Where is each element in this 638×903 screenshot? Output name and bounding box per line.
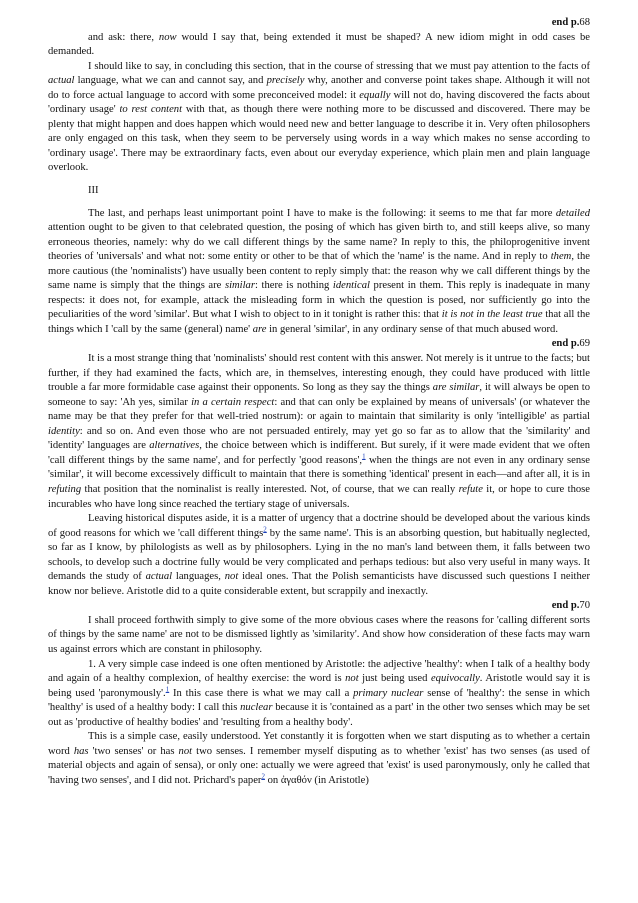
footnote-ref[interactable]: 1 (362, 452, 366, 461)
page-marker: end p.68 (551, 17, 590, 28)
document-page (48, 16, 590, 788)
page-marker: end p.69 (551, 338, 590, 350)
section-heading: III (88, 185, 99, 197)
paragraph: I should like to say, in concluding this section, that in the course of stressing that we must pay attention to the facts of actual language, what we can and cannot say, and precisely why, another and converse point takes shape. Although it will not do to force actual language to accord with some preconceived model: it equally will not do, having discovered the facts about 'ordinary usage' to rest content with that, as though there were nothing more to be discussed and discovered. There may be plenty that might happen and does happen which would need new and better language to describe it in. Very often philosophers are only engaged on this task, when they seem to be perversely using words in a way which makes no sense according to 'ordinary usage'. There may be extraordinary facts, even about our everyday experience, which plain men and plain language overlook. (48, 60, 591, 174)
paragraph: The last, and perhaps least unimportant point I have to make is the following: it seems to me that far more detailed attention ought to be given to that celebrated question, the posing of which has given birth to, and still keeps alive, so many erroneous theories, namely: why do we call different things by the same name? In reply to this, the philoprogenitive invent theories of 'universals' and what not: some entity or other to be that of which the 'name' is the name. And in reply to them, the more cautious (the 'nominalists') have usually been content to reply simply that: the reason why we call different things by the same name is simply that the things are similar: there is nothing identical present in them. This reply is inadequate in many respects: it does not, for example, attack the misleading form in which the question is posed, nor sufficiently go into the peculiarities of the word 'similar'. But what I wish to object to in it tonight is rather this: that it is not in the least true that all the things which I 'call by the same (general) name' are in general 'similar', in any ordinary sense of that much abused word. (48, 207, 590, 335)
paragraph: 1. A very simple case indeed is one often mentioned by Aristotle: the adjective 'healthy': when I talk of a healthy body and again of a healthy complexion, of healthy exercise: the word is not just being used equivocally. Aristotle would say it is being used 'paronymously'.$^1$ In this case there is what we may call a primary nuclear sense of 'healthy': the sense in which 'healthy' is used of a healthy body: I call this nuclear because it is 'contained as a part' in the other two senses which may be set out as 'productive of healthy bodies' and 'resulting from a healthy body'. (48, 658, 591, 728)
footnote-ref[interactable]: 2 (261, 772, 265, 781)
footnote-ref[interactable]: 2 (263, 525, 267, 534)
paragraph: Leaving historical disputes aside, it is a matter of urgency that a doctrine should be developed about the various kinds of good reasons for which we 'call different things$^2$ by the same name'. This is an absorbing question, but habitually neglected, so far as I know, by philologists as well as by philosophers. Lying in the no man's land between them, it falls between two schools, to develop such a doctrine fully would be very complicated and perhaps tedious: but also very useful in many ways. It demands the study of actual languages, not ideal ones. That the Polish semanticists have discussed such questions I neither know nor believe. Aristotle did to a quite considerable extent, but scrappily and inexactly. (48, 513, 590, 597)
footnote-ref[interactable]: 1 (165, 685, 170, 694)
paragraph: and ask: there, now would I say that, being extended it must be shaped? A new idiom might in odd cases be demanded. (48, 31, 590, 58)
page-marker: end p.70 (551, 600, 590, 612)
paragraph: This is a simple case, easily understood. Yet constantly it is forgotten when we start disputing as to whether a certain word has 'two senses' or has not two senses. I remember myself disputing as to whether 'exist' has two senses (as used of material objects and again of sensa), or only one: actually we were agreed that 'exist' is used paronymously, only he called that 'having two senses', and I did not. Prichard's paper$^2$ on ἀγαθόν (in Aristotle) (48, 731, 590, 786)
paragraph: It is a most strange thing that 'nominalists' should rest content with this answer. Not merely is it untrue to the facts; but further, if they had examined the facts, which are, in themselves, interesting enough, they could have produced with little trouble a far more formidable case against their opponents. So long as they say the things are similar, it will always be open to someone to say: 'Ah yes, similar in a certain respect: and that can only be explained by means of universals' (or whatever the name may be that they prefer for that well-tried nostrum): or again to maintain that similarity is only 'intelligible' as partial identity: and so on. And even those who are not persuaded entirely, may yet go so far as to allow that the 'similarity' and 'identity' languages are alternatives, the choice between which is indifferent. But surely, if it were made evident that we often 'call different things by the same name', and for perfectly 'good reasons',$^1$ when the things are not even in any ordinary sense 'similar', it will become excessively difficult to maintain that there is something 'identical' present in each—and after all, it is in refuting that position that the nominalist is really interested. Not, of course, that we can really refute it, or hope to cure those incurables who have long since reached the tertiary stage of universals. (48, 353, 591, 510)
paragraph: I shall proceed forthwith simply to give some of the more obvious cases where the reasons for 'calling different sorts of things by the same name' are not to be dismissed lightly as 'similarity'. And show how consideration of these facts may warn us against errors which are constant in philosophy. (48, 614, 590, 655)
